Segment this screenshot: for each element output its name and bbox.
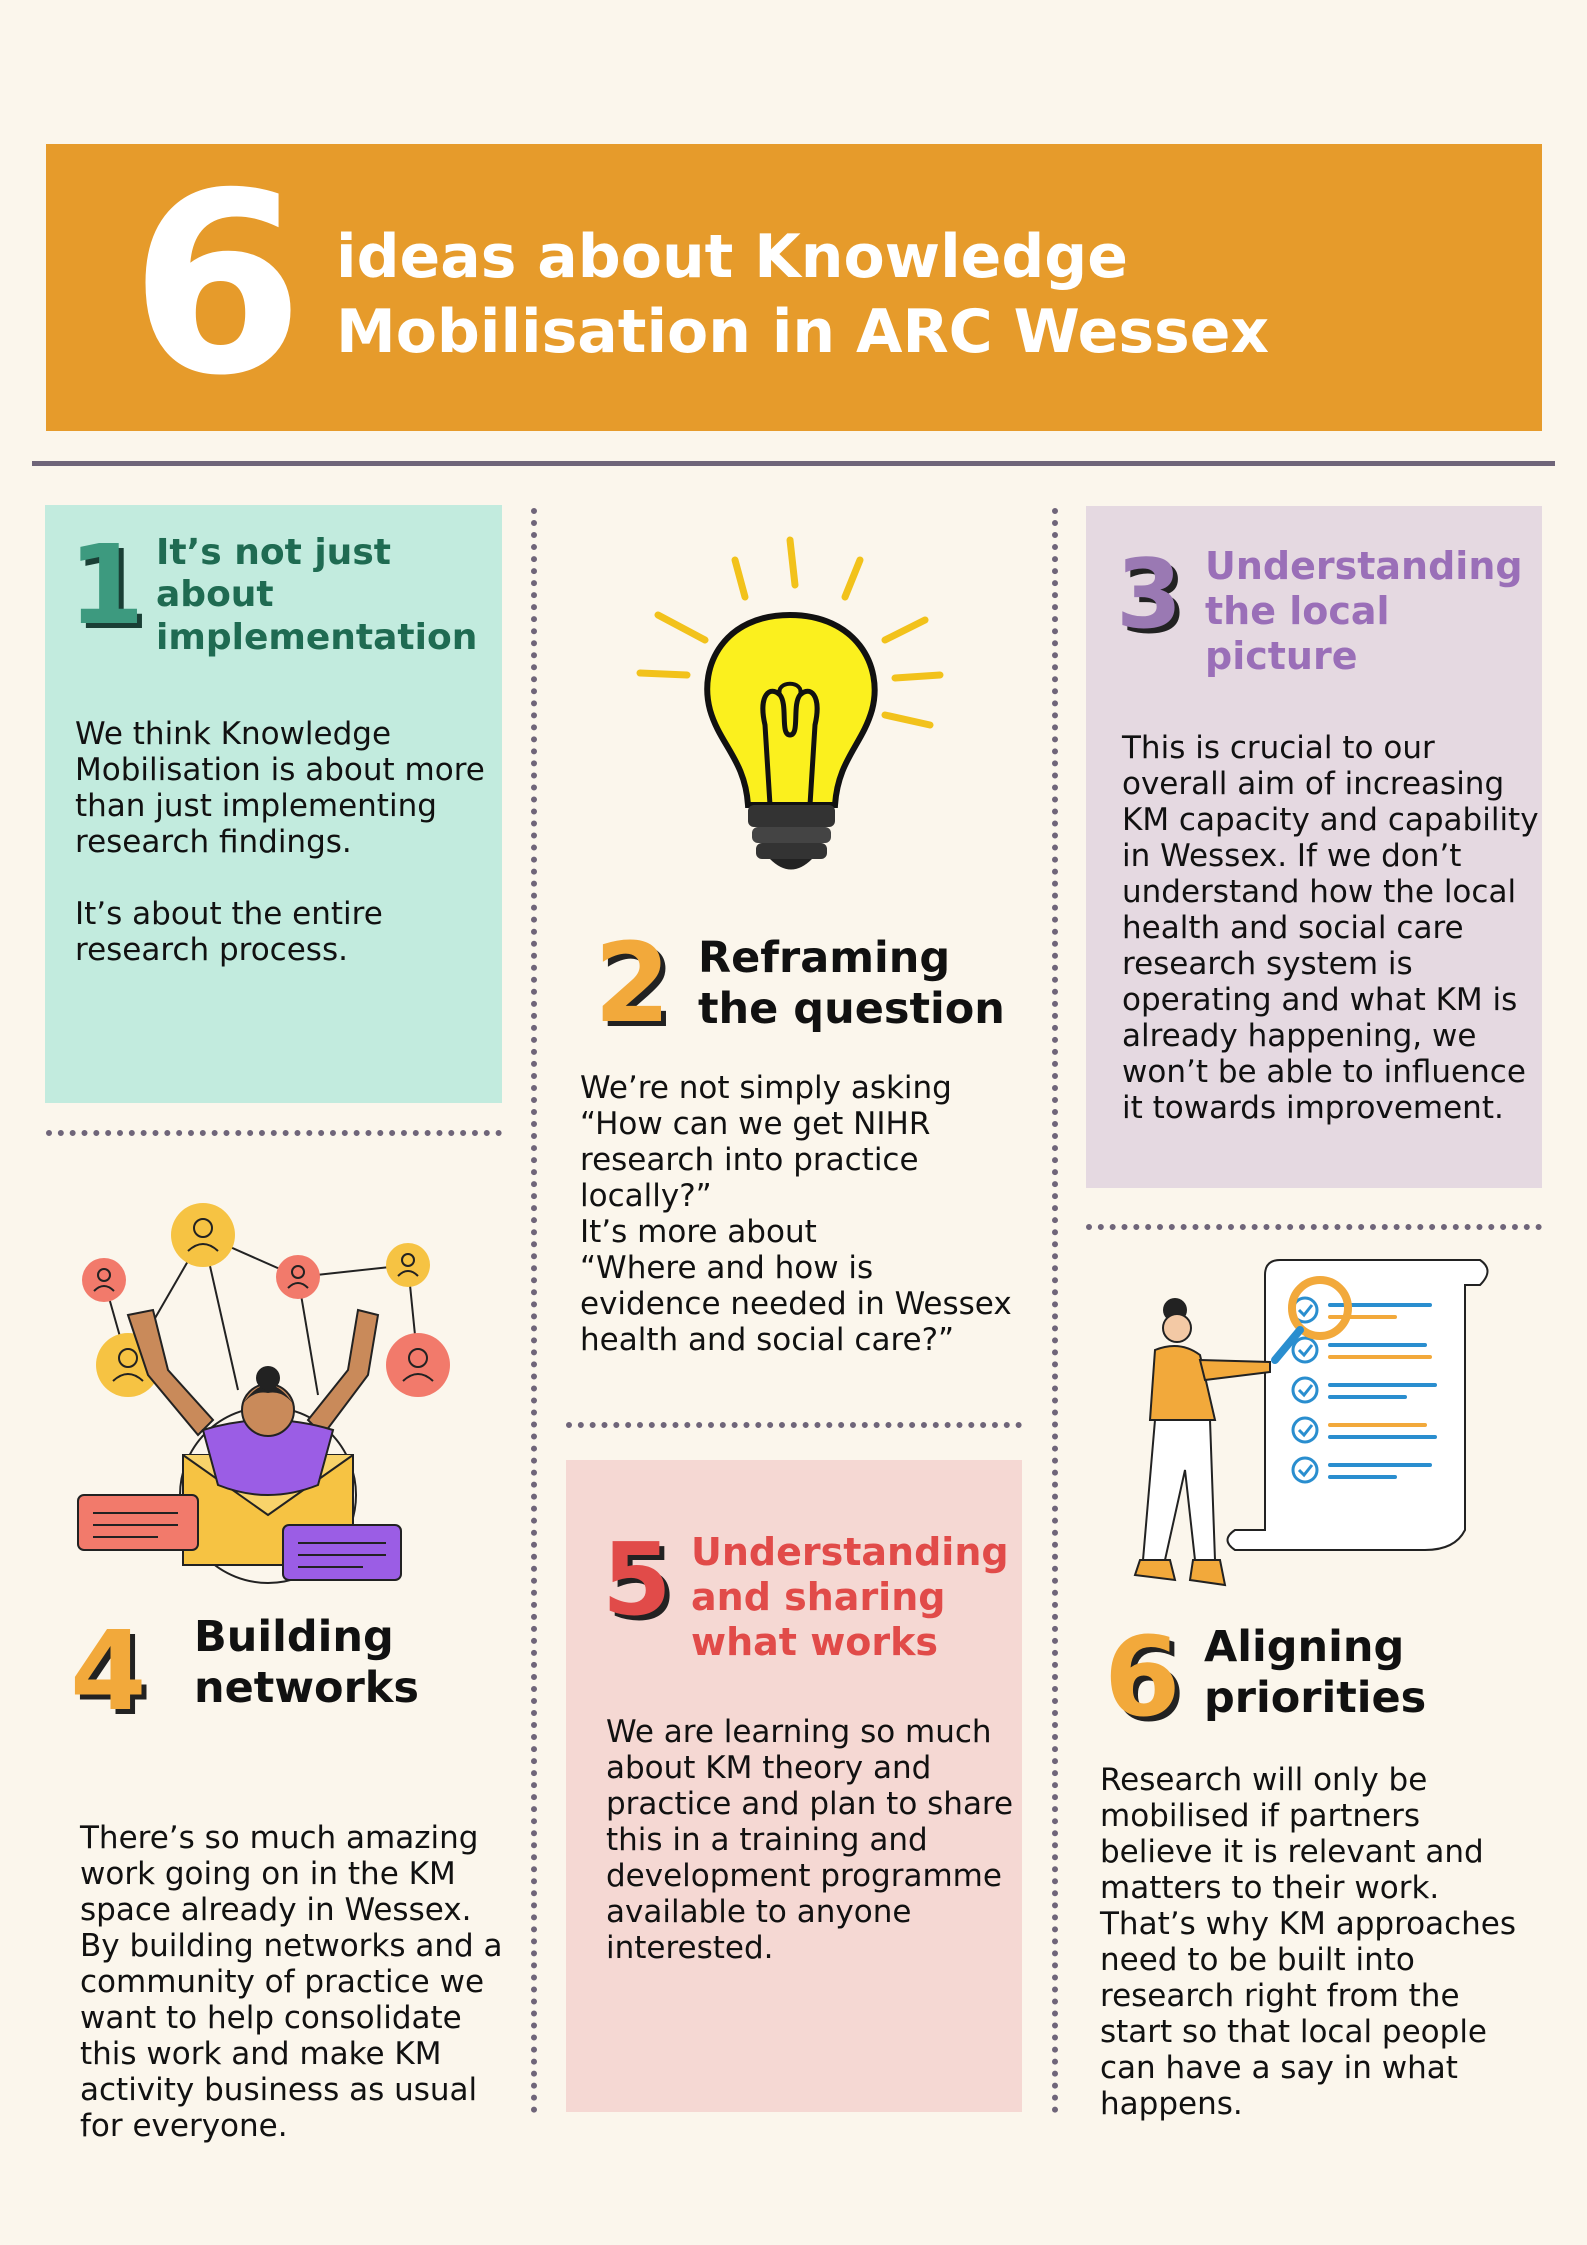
idea-6-body: Research will only be mobilised if partners believe it is relevant and matters to their work. That’s why KM approaches need to be built into research right from the start so that local people can have a say in what happens. [1100, 1762, 1517, 2122]
page-title-line-2: Mobilisation in ARC Wessex [336, 297, 1270, 367]
idea-2-heading: Reframing the question [698, 933, 1005, 1034]
idea-3-body: This is crucial to our overall aim of increasing KM capacity and capability in Wessex. If we don’t understand how the local health and social care research system is operating and what KM is already happening, we won’t be able to influence it towards improvement. [1122, 730, 1539, 1126]
row-divider-left [46, 1130, 502, 1136]
idea-3-number: 3 [1116, 540, 1183, 650]
idea-2-number: 2 [594, 919, 671, 1047]
idea-1-heading: It’s not just about implementation [156, 532, 478, 658]
row-divider-center [566, 1422, 1022, 1428]
page-title [336, 220, 1269, 370]
idea-5-body: We are learning so much about KM theory and practice and plan to share this in a training and development programme available to anyone interested. [606, 1714, 1014, 1966]
row-divider-right [1086, 1224, 1542, 1230]
page-title-line-1: ideas about Knowledge [336, 222, 1128, 292]
idea-1-number: 1 [68, 521, 145, 649]
idea-4-body: There’s so much amazing work going on in the KM space already in Wessex. By building networks and a community of practice we want to help consolidate this work and make KM activity business as usual for everyone. [80, 1820, 503, 2144]
network-people-icon [68, 1195, 468, 1595]
idea-4-heading: Building networks [194, 1612, 419, 1713]
checklist-person-icon [1125, 1250, 1505, 1600]
lightbulb-icon [630, 535, 950, 895]
header-number: 6 [130, 139, 300, 430]
idea-3-heading: Understanding the local picture [1205, 544, 1523, 678]
idea-5-heading: Understanding and sharing what works [691, 1530, 1009, 1664]
column-divider-left [531, 508, 537, 2114]
header-divider [32, 461, 1555, 466]
column-divider-right [1052, 508, 1058, 2114]
idea-1-body: We think Knowledge Mobilisation is about more than just implementing research findings. It’s about the entire research process. [75, 716, 485, 968]
idea-6-number: 6 [1104, 1613, 1181, 1741]
idea-5-number: 5 [602, 1521, 672, 1638]
idea-6-heading: Aligning priorities [1204, 1622, 1427, 1723]
idea-2-body: We’re not simply asking “How can we get NIHR research into practice locally?” It’s more about “Where and how is evidence needed in Wessex health and social care?” [580, 1070, 1012, 1358]
idea-4-number: 4 [70, 1607, 147, 1735]
